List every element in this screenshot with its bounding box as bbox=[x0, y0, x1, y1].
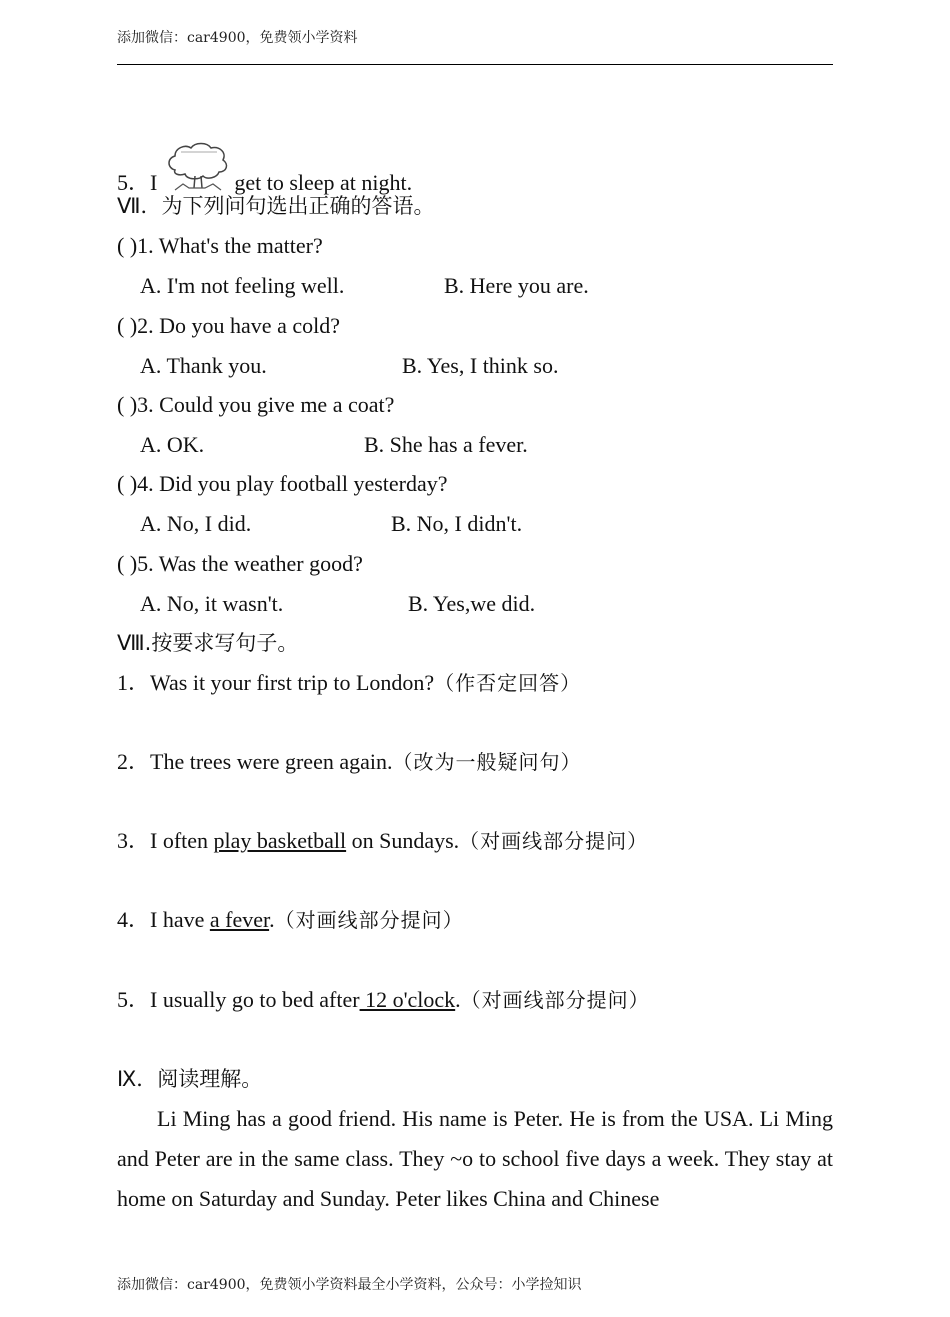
rewrite-sentence-2-instruction: （改为一般疑问句） bbox=[392, 750, 582, 774]
page-header: 添加微信：car4900，免费领小学资料 bbox=[117, 30, 358, 46]
question-1-option-a: A. I'm not feeling well. bbox=[140, 273, 345, 298]
question-3-option-a: A. OK. bbox=[140, 432, 205, 457]
question-5: ( )5. Was the weather good? bbox=[117, 551, 363, 576]
rewrite-sentence-1 bbox=[117, 670, 581, 696]
rewrite-sentence-4-start: 4．I have bbox=[117, 907, 210, 932]
rewrite-sentence-4-instruction: （对画线部分提问） bbox=[274, 908, 464, 932]
rewrite-sentence-4-underlined: a fever bbox=[209, 907, 270, 932]
rewrite-sentence-5-end: . bbox=[455, 987, 461, 1012]
question-4-option-b: B. No, I didn't. bbox=[391, 511, 523, 536]
rewrite-sentence-4-end: . bbox=[269, 907, 275, 932]
section-9-title: Ⅸ．阅读理解。 bbox=[117, 1067, 263, 1091]
rewrite-sentence-2-text: 2．The trees were green again. bbox=[117, 749, 393, 774]
question-4: ( )4. Did you play football yesterday? bbox=[117, 471, 448, 496]
rewrite-sentence-3 bbox=[117, 828, 648, 854]
picture-sentence-end: get to sleep at night. bbox=[234, 170, 413, 195]
rewrite-sentence-2 bbox=[117, 749, 581, 775]
question-4-option-a: A. No, I did. bbox=[140, 511, 252, 536]
picture-sentence bbox=[117, 140, 412, 196]
rewrite-sentence-4 bbox=[117, 907, 464, 933]
question-1-option-b: B. Here you are. bbox=[444, 273, 589, 298]
rewrite-sentence-1-instruction: （作否定回答） bbox=[434, 671, 582, 695]
question-5-option-b: B. Yes,we did. bbox=[408, 591, 536, 616]
rewrite-sentence-3-end: on Sundays. bbox=[346, 828, 460, 853]
page-footer: 添加微信：car4900，免费领小学资料最全小学资料，公众号：小学捡知识 bbox=[117, 1277, 582, 1293]
rewrite-sentence-3-underlined: play basketball bbox=[213, 828, 347, 853]
rewrite-sentence-5-underlined: 12 o'clock bbox=[359, 987, 456, 1012]
reading-passage-text: Li Ming has a good friend. His name is Peter. He is from the USA. Li Ming and Peter are in the same class. They ~o to school five days a week. They stay at home on Saturday and Sunday. Peter likes China and Chinese bbox=[117, 1106, 833, 1211]
rewrite-sentence-3-instruction: （对画线部分提问） bbox=[459, 829, 649, 853]
rewrite-sentence-5-start: 5．I usually go to bed after bbox=[117, 987, 360, 1012]
rewrite-sentence-3-start: 3．I often bbox=[117, 828, 214, 853]
question-1: ( )1. What's the matter? bbox=[117, 233, 323, 258]
question-3: ( )3. Could you give me a coat? bbox=[117, 392, 395, 417]
section-8-title: Ⅷ.按要求写句子。 bbox=[117, 631, 299, 655]
rewrite-sentence-5-instruction: （对画线部分提问） bbox=[460, 988, 650, 1012]
reading-passage bbox=[117, 1099, 833, 1219]
question-2-option-a: A. Thank you. bbox=[140, 353, 267, 378]
question-3-option-b: B. She has a fever. bbox=[364, 432, 528, 457]
question-2: ( )2. Do you have a cold? bbox=[117, 313, 340, 338]
header-rule bbox=[117, 64, 833, 65]
question-2-option-b: B. Yes, I think so. bbox=[402, 353, 559, 378]
tree-picture-icon bbox=[161, 140, 231, 196]
rewrite-sentence-5 bbox=[117, 987, 650, 1013]
rewrite-sentence-1-text: 1．Was it your first trip to London? bbox=[117, 670, 435, 695]
question-5-option-a: A. No, it wasn't. bbox=[140, 591, 284, 616]
section-7-title: Ⅶ．为下列问句选出正确的答语。 bbox=[117, 194, 435, 218]
picture-sentence-start: 5．I bbox=[117, 170, 158, 195]
